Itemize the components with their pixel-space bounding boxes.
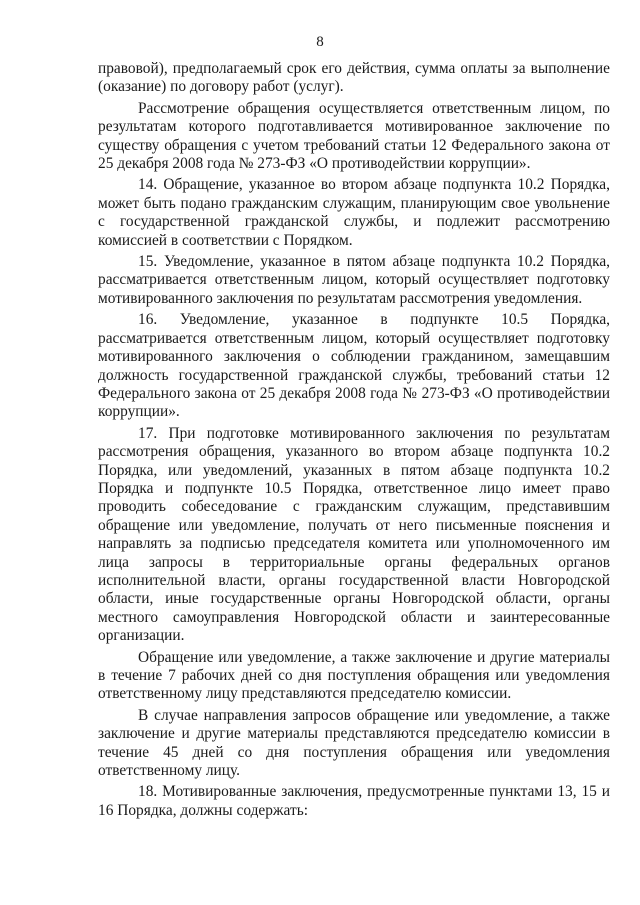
paragraph: 14. Обращение, указанное во втором абзаце подпункта 10.2 Порядка, может быть подано гражданским служащим, планирующим свое увольнение с государственной гражданской службы, и подлежит рассмотрению комиссией в соответствии с Порядком. [98, 176, 610, 249]
paragraph: 17. При подготовке мотивированного заключения по результатам рассмотрения обращения, указанного во втором абзаце подпункта 10.2 Порядка, или уведомлений, указанных в пятом абзаце подпункта 10.2 Порядка и подпункте 10.5 Порядка, ответственное лицо имеет право проводить собеседование с гражданским служащим, представившим обращение или уведомление, получать от него письменные пояснения и направлять за подписью председателя комитета или уполномоченного им лица запросы в территориальные органы федеральных органов исполнительной власти, органы государственной власти Новгородской области, иные государственные органы Новгородской области, органы местного самоуправления Новгородской области и заинтересованные организации. [98, 424, 610, 645]
paragraph: 18. Мотивированные заключения, предусмотренные пунктами 13, 15 и 16 Порядка, должны содержать: [98, 783, 610, 819]
paragraph: Обращение или уведомление, а также заключение и другие материалы в течение 7 рабочих дней со дня поступления обращения или уведомления ответственному лицу представляются председателю комиссии. [98, 648, 610, 703]
paragraph: 15. Уведомление, указанное в пятом абзаце подпункта 10.2 Порядка, рассматривается ответственным лицом, который осуществляет подготовку мотивированного заключения по результатам рассмотрения уведомления. [98, 253, 610, 307]
document-body [98, 60, 610, 820]
paragraph: В случае направления запросов обращение или уведомление, а также заключение и другие материалы представляются председателю комиссии в течение 45 дней со дня поступления обращения или уведомления ответственному лицу. [98, 706, 610, 780]
paragraph: Рассмотрение обращения осуществляется ответственным лицом, по результатам которого подготавливается мотивированное заключение по существу обращения с учетом требований статьи 12 Федерального закона от 25 декабря 2008 года № 273-ФЗ «О противодействии коррупции». [98, 99, 610, 173]
page-number: 8 [316, 34, 324, 50]
paragraph: 16. Уведомление, указанное в подпункте 10.5 Порядка, рассматривается ответственным лицом, который осуществляет подготовку мотивированного заключения о соблюдении гражданином, замещавшим должность государственной гражданской службы, требований статьи 12 Федерального закона от 25 декабря 2008 года № 273-ФЗ «О противодействии коррупции». [98, 311, 610, 421]
paragraph: правовой), предполагаемый срок его действия, сумма оплаты за выполнение (оказание) по договору работ (услуг). [98, 60, 610, 96]
